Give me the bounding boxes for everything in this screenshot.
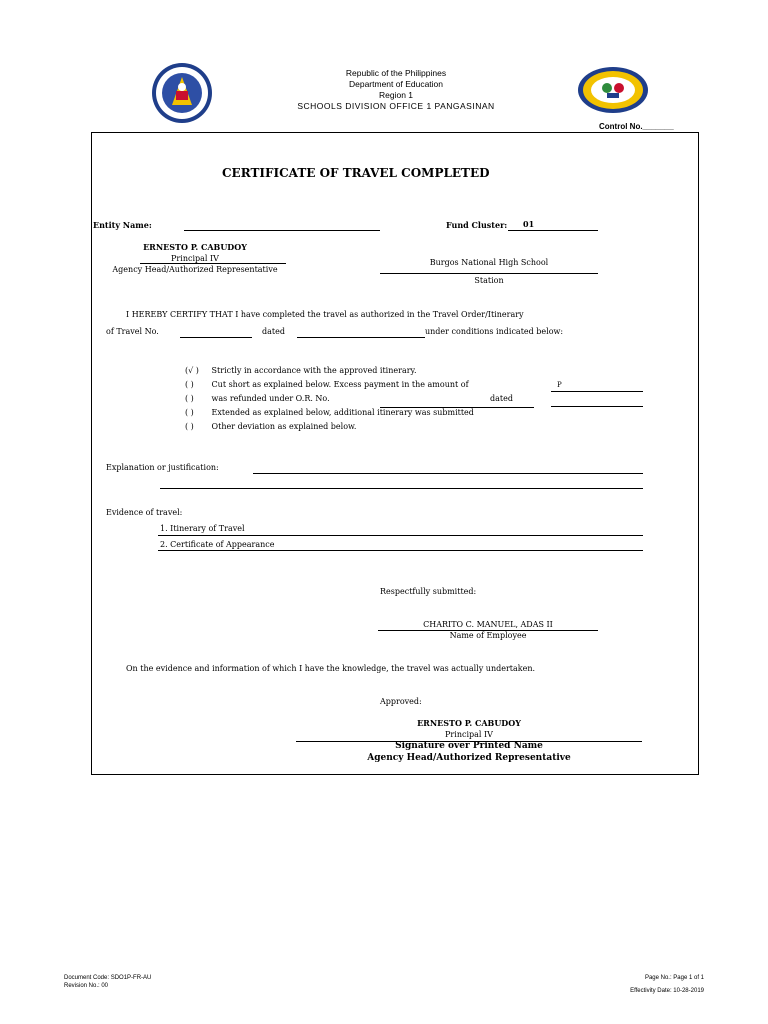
- fund-cluster-label: Fund Cluster:: [446, 220, 508, 230]
- station-value: Burgos National High School: [429, 258, 549, 267]
- option-extended-checkbox[interactable]: ( ): [185, 408, 194, 417]
- option-refunded: [185, 394, 330, 403]
- option-other-text: Other deviation as explained below.: [211, 422, 357, 431]
- travel-no-field[interactable]: [180, 337, 252, 338]
- agency-head-name: ERNESTO P. CABUDOY: [143, 242, 247, 252]
- approver-name: ERNESTO P. CABUDOY: [417, 718, 521, 728]
- agency-head-title: Agency Head/Authorized Representative: [112, 265, 278, 274]
- station-label: Station: [474, 276, 504, 285]
- form-border: [91, 132, 699, 775]
- travel-dated-label: dated: [262, 327, 285, 336]
- form-title: CERTIFICATE OF TRAVEL COMPLETED: [222, 166, 490, 180]
- evidence-item-2: 2. Certificate of Appearance: [160, 540, 275, 549]
- travel-date-field[interactable]: [297, 337, 425, 338]
- agency-head-signature-line: [140, 263, 286, 264]
- option-cut-short-checkbox[interactable]: ( ): [185, 380, 194, 389]
- header-line-department: Department of Education: [348, 79, 444, 89]
- agency-head-block: [100, 242, 290, 275]
- option-extended-text: Extended as explained below, additional itinerary was submitted: [211, 408, 474, 417]
- refund-dated-label: dated: [490, 394, 513, 403]
- option-other-checkbox[interactable]: ( ): [185, 422, 194, 431]
- header-line-division: SCHOOLS DIVISION OFFICE 1 PANGASINAN: [297, 101, 495, 111]
- approver-position: Principal IV: [445, 730, 493, 739]
- refund-date-field[interactable]: [551, 406, 643, 407]
- evidence-line-1: [158, 535, 643, 536]
- option-refunded-checkbox[interactable]: ( ): [185, 394, 194, 403]
- signature-label: Signature over Printed Name: [395, 741, 543, 751]
- entity-name-field[interactable]: [184, 230, 380, 231]
- station-field[interactable]: [380, 273, 598, 274]
- header-block: [250, 68, 542, 112]
- option-cut-short: [185, 380, 469, 389]
- option-strict-checkbox[interactable]: (√ ): [185, 366, 199, 375]
- option-extended: [185, 408, 474, 417]
- page-number: Page No.: Page 1 of 1: [644, 975, 704, 981]
- entity-name-label: Entity Name:: [93, 220, 152, 230]
- revision-no: Revision No.: 00: [64, 983, 109, 989]
- evidence-label: Evidence of travel:: [106, 508, 183, 517]
- option-strict-text: Strictly in accordance with the approved itinerary.: [211, 366, 417, 375]
- travel-no-label: of Travel No.: [106, 327, 159, 336]
- evidence-item-1: 1. Itinerary of Travel: [160, 524, 245, 533]
- evidence-line-2: [158, 550, 643, 551]
- peso-sign: P: [557, 381, 562, 389]
- agency-head-position: Principal IV: [171, 254, 219, 263]
- option-refunded-text: was refunded under O.R. No.: [211, 394, 330, 403]
- option-strict: [185, 366, 417, 375]
- employee-name: CHARITO C. MANUEL, ADAS II: [423, 620, 553, 629]
- explanation-field-2[interactable]: [160, 488, 643, 489]
- effectivity-date: Effectivity Date: 10-28-2019: [630, 988, 704, 994]
- approver-title: Agency Head/Authorized Representative: [367, 753, 571, 763]
- approved-label: Approved:: [380, 697, 422, 706]
- option-cut-short-text: Cut short as explained below. Excess payment in the amount of: [211, 380, 469, 389]
- header-line-region: Region 1: [378, 90, 414, 100]
- document-code: Document Code: SDO1P-FR-AU: [64, 975, 152, 981]
- division-seal-logo: [577, 66, 649, 114]
- deped-seal-logo: [139, 61, 225, 125]
- under-conditions-text: under conditions indicated below:: [425, 327, 564, 336]
- option-other: [185, 422, 356, 431]
- fund-cluster-field[interactable]: [508, 230, 598, 231]
- header-line-republic: Republic of the Philippines: [345, 68, 447, 78]
- employee-label: Name of Employee: [449, 631, 527, 640]
- excess-amount-field[interactable]: [551, 391, 643, 392]
- evidence-statement: On the evidence and information of which I have the knowledge, the travel was actually undertaken.: [126, 664, 536, 673]
- explanation-field-1[interactable]: [253, 473, 643, 474]
- explanation-label: Explanation or justification:: [106, 463, 219, 472]
- respectfully-submitted: Respectfully submitted:: [380, 587, 477, 596]
- approver-block: [296, 717, 642, 741]
- certify-statement: I HEREBY CERTIFY THAT I have completed the travel as authorized in the Travel Order/Itinerary: [126, 310, 524, 319]
- fund-cluster-value: 01: [523, 219, 535, 229]
- control-number: Control No._______: [599, 122, 674, 131]
